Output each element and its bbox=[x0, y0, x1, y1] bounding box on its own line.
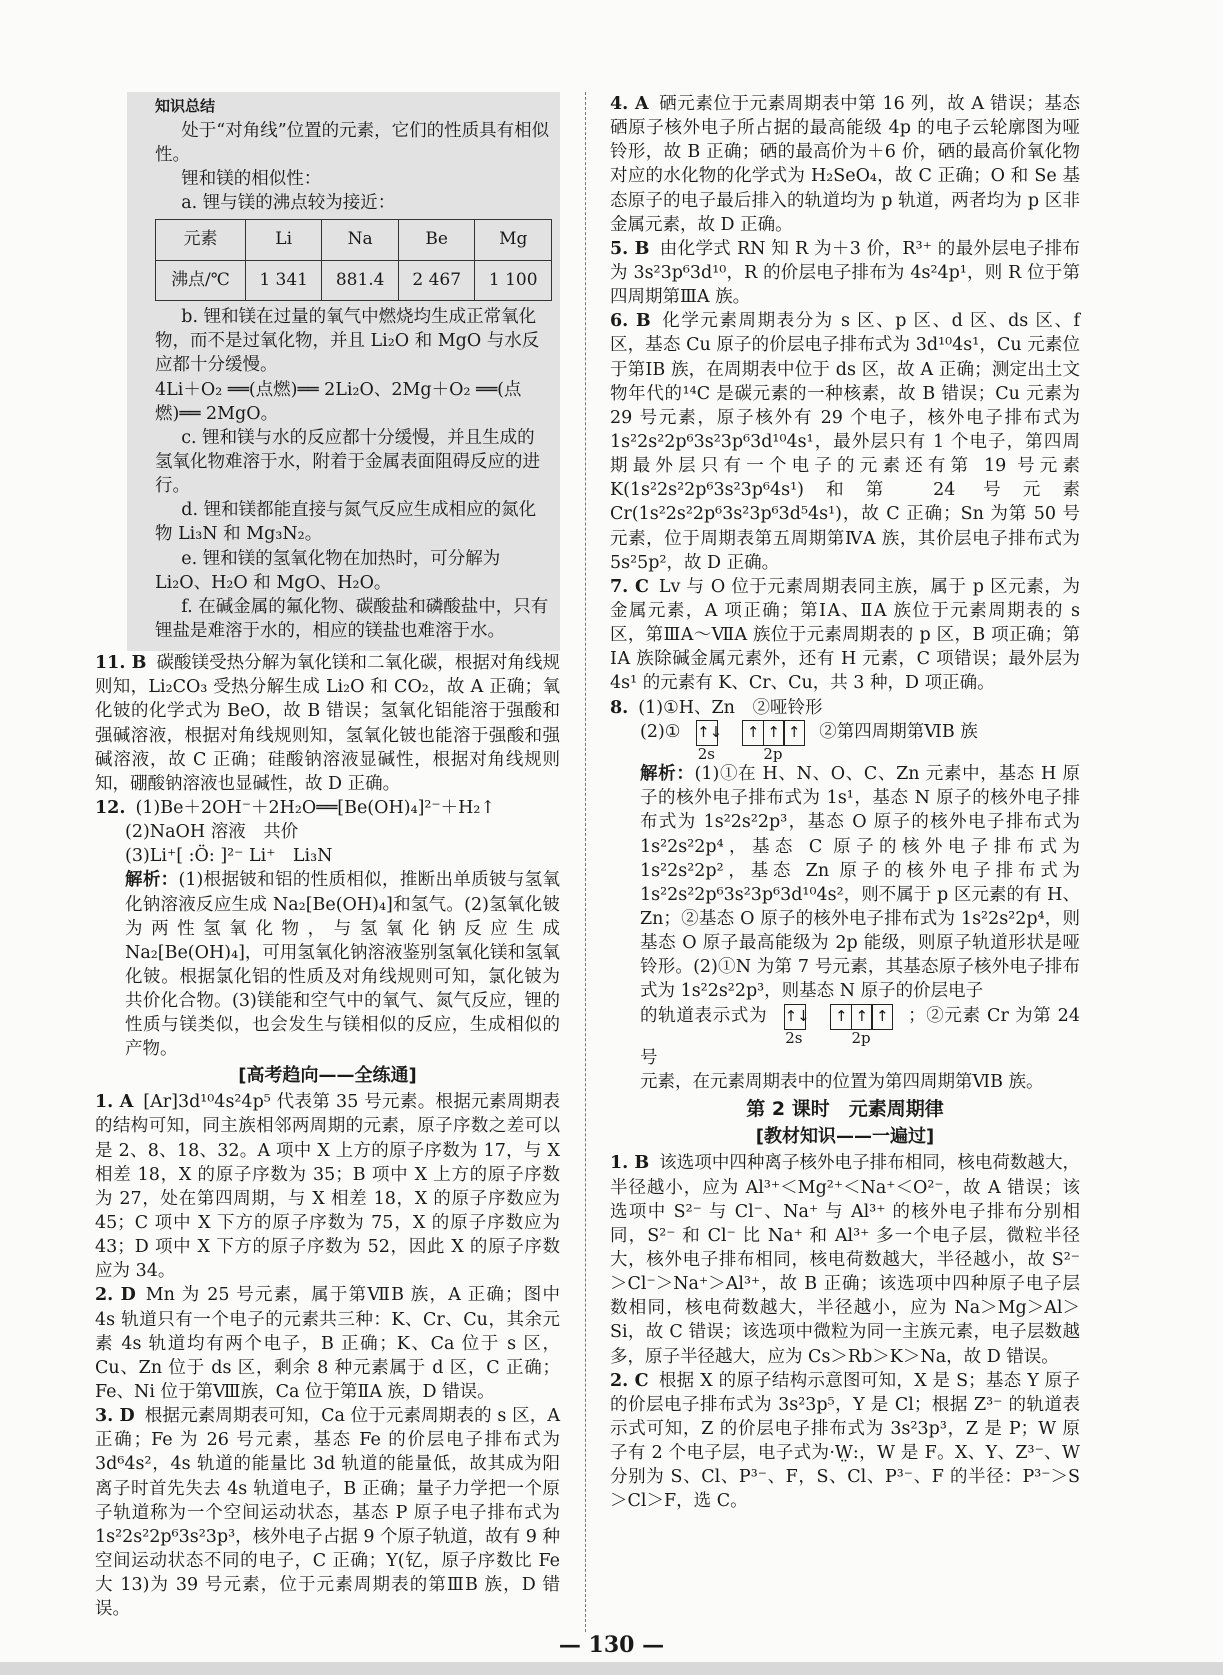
gaokao-answer-3 bbox=[95, 1404, 560, 1621]
answer-12 bbox=[95, 796, 560, 820]
summary-title: 知识总结 bbox=[155, 97, 216, 115]
textbook-answer-1 bbox=[610, 1151, 1080, 1368]
orbital-diagram-2s bbox=[692, 720, 721, 763]
orbital-box: ↑↓ bbox=[696, 720, 718, 746]
summary-d: d. 锂和镁都能直接与氮气反应生成相应的氮化物 Li₃N 和 Mg₃N₂。 bbox=[155, 500, 537, 545]
boiling-point-table bbox=[155, 219, 552, 301]
left-column bbox=[95, 92, 560, 1621]
answer-6 bbox=[610, 309, 1080, 575]
answer-12-body bbox=[95, 820, 560, 1061]
explanation-label: 解析： bbox=[640, 764, 695, 785]
table-cell: 881.4 bbox=[322, 260, 399, 300]
orbital-box: ↑ bbox=[742, 720, 764, 746]
answer-8-body bbox=[610, 720, 1080, 1095]
summary-e: e. 锂和镁的氢氧化物在加热时，可分解为 Li₂O、H₂O 和 MgO、H₂O。 bbox=[155, 548, 501, 593]
explanation-prefix: 的轨道表示式为 bbox=[640, 1005, 768, 1026]
answer-text: Lv 与 O 位于元素周期表同主族，属于 p 区元素，为金属元素，A 项正确；第ⅠA、ⅡA 族位于元素周期表的 s 区，第ⅢA～ⅦA 族位于元素周期表的 p 区，B 项正确；第ⅠA 族除碱金属元素外，还有 H 元素，C 项错误；最外层为 4s¹ 的元素有 K、Cr、Cu，共 3 种，D 项正确。 bbox=[610, 576, 1080, 694]
answer-text: (1)①H、Zn ②哑铃形 bbox=[638, 697, 823, 718]
summary-b: b. 锂和镁在过量的氧气中燃烧均生成正常氧化物，而不是过氧化物，并且 Li₂O 和 MgO 与水反应都十分缓慢。 bbox=[155, 307, 540, 376]
orbital-box: ↑ bbox=[851, 1004, 873, 1030]
answer-12-part2: (2)NaOH 溶液 共价 bbox=[125, 822, 299, 843]
table-cell: 1 100 bbox=[475, 260, 552, 300]
table-cell: 沸点/℃ bbox=[156, 260, 246, 300]
answer-number: 8. bbox=[610, 697, 629, 718]
orbital-box: ↑↓ bbox=[784, 1004, 806, 1030]
orbital-box: ↑ bbox=[871, 1004, 893, 1030]
answer-text: (1)Be＋2OH⁻＋2H₂O══[Be(OH)₄]²⁻＋H₂↑ bbox=[135, 797, 496, 818]
answer-8 bbox=[610, 696, 1080, 720]
answer-12-part3: (3)Li⁺[ :Ö: ]²⁻ Li⁺ Li₃N bbox=[125, 846, 333, 867]
answer-number: 5. B bbox=[610, 238, 650, 259]
orbital-box-group bbox=[696, 720, 723, 746]
answer-12-explanation bbox=[125, 868, 560, 1061]
summary-equation: 4Li＋O₂ ══(点燃)══ 2Li₂O、2Mg＋O₂ ══(点燃)══ 2MgO。 bbox=[155, 379, 522, 424]
answer-text: 该选项中四种离子核外电子排布相同，核电荷数越大，半径越小，应为 Al³⁺＜Mg²⁺＜Na⁺＜O²⁻，故 A 错误；该选项中 S²⁻ 与 Cl⁻、Na⁺ 与 Al³⁺ 的核外电子排布分别相同，S²⁻ 和 Cl⁻ 比 Na⁺ 和 Al³⁺ 多一个电子层，微粒半径大，核外电子排布相同，核电荷数越大，半径越小，故 S²⁻＞Cl⁻＞Na⁺＞Al³⁺，故 B 正确；该选项中四种原子电子层数相同，核电荷数越大，半径越小，应为 Na＞Mg＞Al＞Si，故 C 错误；该选项中微粒为同一主族元素，电子层数越多，原子半径越大，应为 Cs＞Rb＞K＞Na，故 D 错误。 bbox=[610, 1153, 1080, 1367]
right-column bbox=[610, 92, 1080, 1514]
orbital-box-group bbox=[742, 720, 804, 746]
answer-text: 根据 X 的原子结构示意图可知，X 是 S；基态 Y 原子的价层电子排布式为 3s²3p⁵，Y 是 Cl；根据 Z³⁻ 的轨道表示式可知，Z 的价层电子排布式为 3s²3p³，Z 是 P；W 原子有 2 个电子层，电子式为·W̤:，W 是 F。X、Y、Z³⁻、W 分别为 S、Cl、P³⁻、F，S、Cl、P³⁻、F 的半径：P³⁻＞S＞Cl＞F，选 C。 bbox=[610, 1370, 1080, 1512]
answer-5 bbox=[610, 237, 1080, 309]
answer-number: 2. D bbox=[95, 1285, 136, 1306]
answer-text: Mn 为 25 号元素，属于第ⅦB 族，A 正确；图中 4s 轨道只有一个电子的元素共三种：K、Cr、Cu，其余元素 4s 轨道均有两个电子，B 正确；K、Ca 位于 s 区，Cu、Zn 位于 ds 区，剩余 8 种元素属于 d 区，C 正确；Fe、Ni 位于第Ⅷ族，Ca 位于第ⅡA 族，D 错误。 bbox=[95, 1285, 560, 1403]
explanation-label: 解析： bbox=[125, 870, 179, 891]
table-cell: 元素 bbox=[156, 220, 246, 260]
summary-c: c. 锂和镁与水的反应都十分缓慢，并且生成的氢氧化物难溶于水，附着于金属表面阻碍反应的进行。 bbox=[155, 427, 540, 497]
answer-text: 碳酸镁受热分解为氧化镁和二氧化碳，根据对角线规则知，Li₂CO₃ 受热分解生成 Li₂O 和 CO₂，故 A 正确；氧化铍的化学式为 BeO，故 B 错误；氢氧化铝能溶于强酸和强碱溶液，根据对角线规则知，氢氧化铍也能溶于强酸和强碱溶液，故 C 正确；硅酸钠溶液显碱性，根据对角线规则知，硼酸钠溶液也显碱性，故 D 正确。 bbox=[95, 653, 560, 794]
summary-f: f. 在碱金属的氟化物、碳酸盐和磷酸盐中，只有锂盐是难溶于水的，相应的镁盐也难溶于水。 bbox=[155, 596, 549, 641]
answer-number: 11. B bbox=[95, 653, 147, 674]
table-cell: Mg bbox=[475, 220, 552, 260]
table-cell: Na bbox=[322, 220, 399, 260]
answer-number: 7. C bbox=[610, 576, 649, 597]
answer-number: 2. C bbox=[610, 1370, 649, 1391]
orbital-label: 2p bbox=[763, 744, 783, 763]
table-header-row bbox=[156, 220, 552, 260]
answer-8-explanation-end: 元素，在元素周期表中的位置为第四周期第ⅥB 族。 bbox=[640, 1072, 1044, 1093]
table-cell: Li bbox=[245, 220, 322, 260]
orbital-box-group bbox=[830, 1004, 892, 1030]
table-cell: 2 467 bbox=[398, 260, 475, 300]
answer-7 bbox=[610, 575, 1080, 696]
answer-number: 12. bbox=[95, 797, 126, 818]
column-divider bbox=[585, 92, 586, 1632]
answer-11 bbox=[95, 651, 560, 796]
section-title-gaokao: [高考趋向——全练通] bbox=[238, 1064, 417, 1086]
orbital-diagram-2s bbox=[780, 1004, 809, 1047]
answer-number: 3. D bbox=[95, 1406, 135, 1427]
explanation-suffix: ；②元素 Cr 为第 24 号 bbox=[640, 1005, 1080, 1069]
summary-similarity: 锂和镁的相似性： bbox=[181, 168, 322, 189]
answer-number: 4. A bbox=[610, 94, 649, 114]
explanation-text: (1)根据铍和铝的性质相似，推断出单质铍与氢氧化钠溶液反应生成 Na₂[Be(OH)₄]和氢气。(2)氢氧化铍为两性氢氧化物，与氢氧化钠反应生成 Na₂[Be(OH)₄]，可用氢氧化钠溶液鉴别氢氧化镁和氢氧化铍。根据氯化铝的性质及对角线规则可知，氯化铍为共价化合物。(3)镁能和空气中的氧气、氮气反应，锂的性质与镁类似，也会发生与镁相似的反应，生成相似的产物。 bbox=[125, 870, 561, 1060]
explanation-text: (1)①在 H、N、O、C、Zn 元素中，基态 H 原子的核外电子排布式为 1s¹，基态 N 原子的核外电子排布式为 1s²2s²2p³，基态 O 原子的核外电子排布式为 1s²2s²2p⁴，基态 C 原子的核外电子排布式为 1s²2s²2p²，基态 Zn 原子的核外电子排布式为 1s²2s²2p⁶3s²3p⁶3d¹⁰4s²，则不属于 p 区元素的有 H、Zn；②基态 O 原子的核外电子排布式为 1s²2s²2p⁴，则基态 O 原子最高能级为 2p 能级，则原子轨道形状是哑铃形。(2)①N 为第 7 号元素，其基态原子核外电子排布式为 1s²2s²2p³，则基态 N 原子的价层电子 bbox=[640, 764, 1080, 1002]
answer-4 bbox=[610, 92, 1080, 237]
answer-number: 1. A bbox=[95, 1092, 134, 1113]
answer-number: 1. B bbox=[610, 1153, 650, 1174]
textbook-answer-2 bbox=[610, 1369, 1080, 1514]
orbital-box: ↑ bbox=[783, 720, 805, 746]
answer-8-explanation bbox=[640, 762, 1080, 1003]
summary-a: a. 锂与镁的沸点较为接近： bbox=[181, 193, 396, 214]
answer-text: 化学元素周期表分为 s 区、p 区、d 区、ds 区、f 区，基态 Cu 原子的价层电子排布式为 3d¹⁰4s¹，Cu 元素位于第ⅠB 族，在周期表中位于 ds 区，故 A 正确；测定出土文物年代的¹⁴C 是碳元素的一种核素，故 B 错误；Cu 元素为 29 号元素，原子核外有 29 个电子，核外电子排布式为 1s²2s²2p⁶3s²3p⁶3d¹⁰4s¹，最外层只有 1 个电子，第四周期最外层只有一个电子的元素还有第 19 号元素 K(1s²2s²2p⁶3s²3p⁶4s¹)和第 24 号元素 Cr(1s²2s²2p⁶3s²3p⁶3d⁵4s¹)，故 C 正确；Sn 为第 50 号元素，位于周期表第五周期第ⅣA 族，其价层电子排布式为 5s²5p²，故 D 正确。 bbox=[610, 311, 1080, 573]
part2-prefix: (2)① bbox=[640, 721, 681, 742]
answer-text: 硒元素位于元素周期表中第 16 列，故 A 错误；基态硒原子核外电子所占据的最高能级 4p 的电子云轮廓图为哑铃形，故 B 正确；硒的最高价为＋6 价，硒的最高价氧化物对应的水化物的化学式为 H₂SeO₄，故 C 正确；O 和 Se 基态原子的电子最后排入的轨道均为 p 轨道，两者均为 p 区非金属元素，故 D 正确。 bbox=[610, 94, 1080, 235]
part2-suffix: ②第四周期第ⅥB 族 bbox=[819, 721, 978, 742]
gaokao-answer-2 bbox=[95, 1283, 560, 1404]
orbital-box: ↑ bbox=[830, 1004, 852, 1030]
summary-intro: 处于“对角线”位置的元素，它们的性质具有相似性。 bbox=[155, 120, 550, 165]
orbital-label: 2s bbox=[697, 744, 715, 763]
bottom-strip bbox=[0, 1662, 1223, 1675]
page-number: — 130 — bbox=[558, 1632, 665, 1658]
orbital-diagram-2p bbox=[738, 720, 808, 763]
orbital-label: 2s bbox=[785, 1028, 803, 1047]
answer-text: [Ar]3d¹⁰4s²4p⁵ 代表第 35 号元素。根据元素周期表的结构可知，同主族相邻两周期的元素，原子序数之差可以是 2、8、18、32。A 项中 X 上方的原子序数为 17，与 X 相差 18，X 的原子序数为 35；B 项中 X 上方的原子序数为 27，处在第四周期，与 X 相差 18，X 的原子序数应为 45；C 项中 X 下方的原子序数为 75，X 的原子序数应为 43；D 项中 X 下方的原子序数为 52，因此 X 的原子序数应为 34。 bbox=[95, 1092, 560, 1282]
section-title-textbook: [教材知识——一遍过] bbox=[755, 1125, 935, 1147]
answer-text: 根据元素周期表可知，Ca 位于元素周期表的 s 区，A 正确；Fe 为 26 号元素，基态 Fe 的价层电子排布式为 3d⁶4s²，4s 轨道的能量比 3d 轨道的能量低，故其成为阳离子时首先失去 4s 轨道电子，B 正确；量子力学把一个原子轨道称为一个空间运动状态，基态 P 原子电子排布式为 1s²2s²2p⁶3s²3p³，核外电子占据 9 个原子轨道，故有 9 种空间运动状态不同的电子，C 正确；Y(钇，原子序数比 Fe 大 13)为 39 号元素，位于元素周期表的第ⅢB 族，D 错误。 bbox=[95, 1406, 560, 1620]
orbital-diagram-2p bbox=[826, 1004, 896, 1047]
lesson-title: 第 2 课时 元素周期律 bbox=[746, 1098, 944, 1121]
gaokao-answer-1 bbox=[95, 1090, 560, 1283]
answer-8-explanation-orbital bbox=[640, 1004, 1080, 1071]
table-cell: 1 341 bbox=[245, 260, 322, 300]
orbital-label: 2p bbox=[851, 1028, 871, 1047]
table-cell: Be bbox=[398, 220, 475, 260]
answer-8-part2 bbox=[640, 720, 1080, 763]
table-row bbox=[156, 260, 552, 300]
answer-number: 6. B bbox=[610, 311, 651, 332]
answer-text: 由化学式 RN 知 R 为＋3 价，R³⁺ 的最外层电子排布为 3s²3p⁶3d¹⁰，R 的价层电子排布为 4s²4p¹，则 R 位于第四周期第ⅢA 族。 bbox=[610, 238, 1080, 308]
orbital-box: ↑ bbox=[763, 720, 785, 746]
knowledge-summary-box bbox=[127, 92, 560, 651]
orbital-box-group bbox=[784, 1004, 810, 1030]
